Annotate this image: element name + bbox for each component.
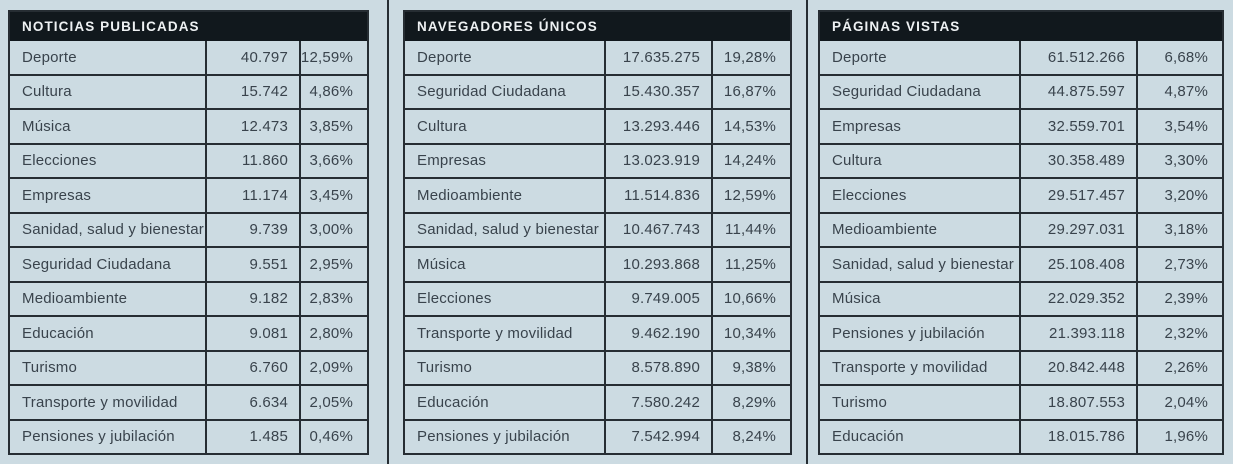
category-cell: Seguridad Ciudadana — [417, 83, 566, 101]
category-cell: Transporte y movilidad — [417, 324, 573, 342]
table-row — [405, 177, 790, 212]
total-cell: 6.760 — [205, 352, 299, 385]
percent-cell: 19,28% — [711, 41, 790, 74]
table-row — [405, 143, 790, 178]
percent-cell: 8,24% — [711, 421, 790, 454]
total-cell: 32.559.701 — [1019, 110, 1136, 143]
table-row — [405, 212, 790, 247]
category-cell: Pensiones y jubilación — [417, 428, 570, 446]
percent-cell: 16,87% — [711, 76, 790, 109]
table-row — [820, 41, 1222, 74]
total-cell: 20.842.448 — [1019, 352, 1136, 385]
percent-cell: 4,87% — [1136, 76, 1222, 109]
table-body — [820, 41, 1222, 453]
percent-cell: 2,80% — [299, 317, 367, 350]
percent-cell: 2,39% — [1136, 283, 1222, 316]
category-cell: Seguridad Ciudadana — [22, 255, 171, 273]
total-cell: 40.797 — [205, 41, 299, 74]
category-cell: Sanidad, salud y bienestar — [832, 255, 1014, 273]
table-row — [820, 143, 1222, 178]
category-cell: Educación — [417, 393, 489, 411]
percent-cell: 2,83% — [299, 283, 367, 316]
table-row — [405, 41, 790, 74]
total-cell: 18.015.786 — [1019, 421, 1136, 454]
total-cell: 13.293.446 — [604, 110, 711, 143]
percent-cell: 3,45% — [299, 179, 367, 212]
table-title: NOTICIAS PUBLICADAS — [10, 12, 367, 41]
table-row — [405, 281, 790, 316]
table-body — [405, 41, 790, 453]
total-cell: 44.875.597 — [1019, 76, 1136, 109]
total-cell: 9.749.005 — [604, 283, 711, 316]
percent-cell: 1,96% — [1136, 421, 1222, 454]
category-cell: Elecciones — [417, 290, 492, 308]
category-cell: Transporte y movilidad — [22, 393, 178, 411]
table-title: PÁGINAS VISTAS — [820, 12, 1222, 41]
category-cell: Empresas — [22, 186, 92, 204]
total-cell: 9.551 — [205, 248, 299, 281]
total-cell: 25.108.408 — [1019, 248, 1136, 281]
total-cell: 11.514.836 — [604, 179, 711, 212]
table-row — [405, 315, 790, 350]
table-body — [10, 41, 367, 453]
percent-cell: 11,25% — [711, 248, 790, 281]
total-cell: 17.635.275 — [604, 41, 711, 74]
table-row — [10, 246, 367, 281]
percent-cell: 3,54% — [1136, 110, 1222, 143]
percent-cell: 8,29% — [711, 386, 790, 419]
table-row — [820, 315, 1222, 350]
category-cell: Pensiones y jubilación — [832, 324, 985, 342]
category-cell: Seguridad Ciudadana — [832, 83, 981, 101]
table-row — [405, 108, 790, 143]
category-cell: Música — [832, 290, 881, 308]
percent-cell: 11,44% — [711, 214, 790, 247]
percent-cell: 3,20% — [1136, 179, 1222, 212]
category-cell: Elecciones — [832, 186, 907, 204]
category-cell: Deporte — [417, 48, 472, 66]
category-cell: Medioambiente — [832, 221, 938, 239]
percent-cell: 2,09% — [299, 352, 367, 385]
table-row — [820, 384, 1222, 419]
category-cell: Deporte — [832, 48, 887, 66]
total-cell: 7.542.994 — [604, 421, 711, 454]
table-row — [820, 246, 1222, 281]
table-row — [820, 281, 1222, 316]
percent-cell: 2,26% — [1136, 352, 1222, 385]
category-cell: Educación — [22, 324, 94, 342]
category-cell: Educación — [832, 428, 904, 446]
percent-cell: 10,34% — [711, 317, 790, 350]
total-cell: 12.473 — [205, 110, 299, 143]
navegadores-unicos-table — [403, 10, 792, 455]
category-cell: Transporte y movilidad — [832, 359, 988, 377]
total-cell: 6.634 — [205, 386, 299, 419]
category-cell: Sanidad, salud y bienestar — [22, 221, 204, 239]
total-cell: 9.462.190 — [604, 317, 711, 350]
category-cell: Turismo — [417, 359, 473, 377]
percent-cell: 0,46% — [299, 421, 367, 454]
category-cell: Pensiones y jubilación — [22, 428, 175, 446]
category-cell: Elecciones — [22, 152, 97, 170]
total-cell: 7.580.242 — [604, 386, 711, 419]
percent-cell: 3,85% — [299, 110, 367, 143]
total-cell: 9.182 — [205, 283, 299, 316]
percent-cell: 14,24% — [711, 145, 790, 178]
category-cell: Medioambiente — [22, 290, 128, 308]
percent-cell: 2,32% — [1136, 317, 1222, 350]
vertical-divider — [806, 0, 808, 464]
percent-cell: 4,86% — [299, 76, 367, 109]
table-row — [10, 315, 367, 350]
table-row — [405, 384, 790, 419]
table-row — [405, 74, 790, 109]
percent-cell: 3,00% — [299, 214, 367, 247]
category-cell: Empresas — [832, 117, 902, 135]
table-row — [820, 74, 1222, 109]
table-row — [405, 419, 790, 454]
table-row — [405, 246, 790, 281]
category-cell: Turismo — [832, 393, 888, 411]
table-row — [10, 177, 367, 212]
total-cell: 9.081 — [205, 317, 299, 350]
percent-cell: 2,05% — [299, 386, 367, 419]
percent-cell: 3,30% — [1136, 145, 1222, 178]
paginas-vistas-table — [818, 10, 1224, 455]
table-row — [10, 281, 367, 316]
table-row — [10, 419, 367, 454]
table-row — [10, 350, 367, 385]
table-row — [820, 212, 1222, 247]
total-cell: 21.393.118 — [1019, 317, 1136, 350]
table-row — [405, 350, 790, 385]
total-cell: 22.029.352 — [1019, 283, 1136, 316]
category-cell: Sanidad, salud y bienestar — [417, 221, 599, 239]
total-cell: 15.430.357 — [604, 76, 711, 109]
percent-cell: 6,68% — [1136, 41, 1222, 74]
category-cell: Cultura — [22, 83, 72, 101]
table-row — [10, 74, 367, 109]
category-cell: Medioambiente — [417, 186, 523, 204]
table-row — [820, 108, 1222, 143]
total-cell: 9.739 — [205, 214, 299, 247]
category-cell: Deporte — [22, 48, 77, 66]
category-cell: Cultura — [832, 152, 882, 170]
percent-cell: 14,53% — [711, 110, 790, 143]
total-cell: 1.485 — [205, 421, 299, 454]
percent-cell: 12,59% — [299, 41, 367, 74]
category-cell: Música — [417, 255, 466, 273]
table-row — [10, 384, 367, 419]
total-cell: 29.297.031 — [1019, 214, 1136, 247]
total-cell: 11.174 — [205, 179, 299, 212]
category-cell: Empresas — [417, 152, 487, 170]
percent-cell: 2,95% — [299, 248, 367, 281]
percent-cell: 3,18% — [1136, 214, 1222, 247]
table-row — [10, 108, 367, 143]
table-row — [820, 419, 1222, 454]
table-row — [820, 350, 1222, 385]
total-cell: 10.467.743 — [604, 214, 711, 247]
table-row — [820, 177, 1222, 212]
table-row — [10, 143, 367, 178]
total-cell: 10.293.868 — [604, 248, 711, 281]
table-row — [10, 212, 367, 247]
vertical-divider — [387, 0, 389, 464]
table-row — [10, 41, 367, 74]
noticias-publicadas-table — [8, 10, 369, 455]
total-cell: 61.512.266 — [1019, 41, 1136, 74]
percent-cell: 12,59% — [711, 179, 790, 212]
total-cell: 11.860 — [205, 145, 299, 178]
percent-cell: 3,66% — [299, 145, 367, 178]
total-cell: 29.517.457 — [1019, 179, 1136, 212]
percent-cell: 2,73% — [1136, 248, 1222, 281]
percent-cell: 10,66% — [711, 283, 790, 316]
category-cell: Cultura — [417, 117, 467, 135]
table-title: NAVEGADORES ÚNICOS — [405, 12, 790, 41]
category-cell: Música — [22, 117, 71, 135]
total-cell: 30.358.489 — [1019, 145, 1136, 178]
total-cell: 8.578.890 — [604, 352, 711, 385]
category-cell: Turismo — [22, 359, 78, 377]
percent-cell: 9,38% — [711, 352, 790, 385]
total-cell: 18.807.553 — [1019, 386, 1136, 419]
total-cell: 13.023.919 — [604, 145, 711, 178]
total-cell: 15.742 — [205, 76, 299, 109]
percent-cell: 2,04% — [1136, 386, 1222, 419]
